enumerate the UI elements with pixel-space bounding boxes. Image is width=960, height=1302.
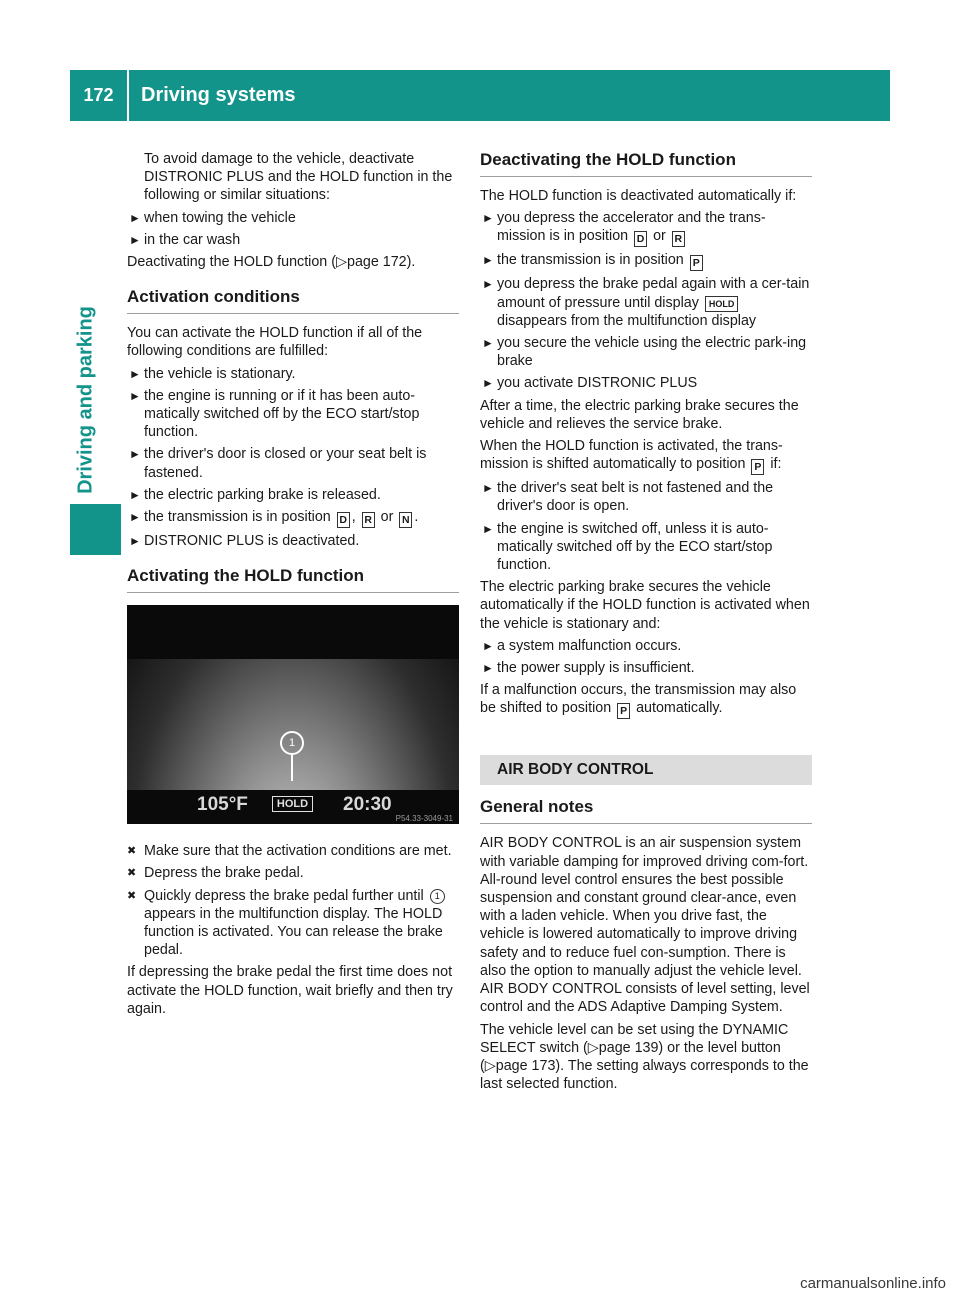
bullet-icon: ►: [129, 510, 141, 525]
bullet-icon: ►: [129, 366, 141, 381]
bullet-icon: ►: [129, 388, 141, 403]
display-time: 20:30: [343, 794, 392, 816]
deactivating-text: The HOLD function is deactivated automatically if:: [480, 188, 797, 204]
gear-d-icon: D: [634, 231, 647, 247]
gear-p-icon: P: [690, 255, 703, 271]
bullet-icon: ►: [482, 211, 494, 226]
section-heading-deactivating: Deactivating the HOLD function: [480, 150, 736, 169]
heading-rule: [480, 823, 812, 824]
list-item: ► DISTRONIC PLUS is deactivated.: [129, 533, 360, 550]
right-column: [480, 150, 812, 1097]
step-arrow-icon: ✖: [127, 889, 137, 902]
paragraph: If a malfunction occurs, the transmission may also be shifted to position P automatically.: [480, 682, 797, 718]
list-item: ► in the car wash: [129, 231, 241, 248]
paragraph[interactable]: The vehicle level can be set using the DYNAMIC SELECT switch (▷page 139) or the level button (▷page 173). The setting always corresponds to the last selected function.: [480, 1021, 809, 1093]
bullet-icon: ►: [129, 447, 141, 462]
gear-r-icon: R: [362, 512, 375, 528]
step-item: ✖ Depress the brake pedal.: [127, 865, 304, 882]
list-item: ► when towing the vehicle: [129, 209, 296, 226]
paragraph: The electric parking brake secures the vehicle automatically if the HOLD function is activated when the vehicle is stationary and:: [480, 579, 810, 632]
cross-reference[interactable]: Deactivating the HOLD function (▷page 172).: [127, 254, 416, 271]
gear-p-icon: P: [617, 703, 630, 719]
section-heading-activation: Activation conditions: [127, 287, 300, 307]
step-item: ✖ Make sure that the activation conditions are met.: [127, 843, 452, 860]
gear-d-icon: D: [337, 512, 350, 528]
bullet-icon: ►: [482, 638, 494, 653]
heading-rule: [127, 313, 459, 314]
intro-text: To avoid damage to the vehicle, deactivate DISTRONIC PLUS and the HOLD function in the following or similar situations:: [144, 151, 453, 204]
callout-leader-line: [291, 755, 293, 781]
bullet-icon: ►: [482, 661, 494, 676]
gear-n-icon: N: [399, 512, 412, 528]
page-title: Driving systems: [141, 84, 296, 106]
display-temperature: 105°F: [197, 794, 248, 816]
left-column: [127, 150, 459, 1022]
figure-code: P54.33-3049-31: [395, 814, 453, 824]
page-ref-arrow-icon: ▷: [587, 1039, 599, 1056]
step-item: ✖ Quickly depress the brake pedal further until 1 appears in the multifunction display. The HOLD function is activated. You can release the brake pedal.: [127, 887, 443, 959]
heading-rule: [127, 592, 459, 593]
list-item: ► the transmission is in position D , R or N .: [129, 509, 419, 527]
bullet-icon: ►: [482, 521, 494, 536]
activation-note: If depressing the brake pedal the first time does not activate the HOLD function, wait briefly and then try again.: [127, 964, 453, 1017]
paragraph: When the HOLD function is activated, the trans-mission is shifted automatically to position P if:: [480, 438, 783, 474]
bullet-icon: ►: [482, 277, 494, 292]
list-item: ► you activate DISTRONIC PLUS: [482, 375, 698, 392]
gear-r-icon: R: [672, 231, 685, 247]
display-top-band: [127, 605, 459, 659]
section-heading-activating: Activating the HOLD function: [127, 566, 365, 586]
list-item: ► the vehicle is stationary.: [129, 365, 296, 382]
list-item: ► the power supply is insufficient.: [482, 660, 695, 677]
list-item: ► you secure the vehicle using the electric park-ing brake: [482, 335, 807, 370]
list-item: ► the driver's door is closed or your seat belt is fastened.: [129, 446, 427, 481]
page-ref-arrow-icon: ▷: [484, 1057, 496, 1074]
hold-indicator-icon: HOLD: [272, 796, 313, 812]
side-tab-label: Driving and parking: [74, 306, 97, 494]
multifunction-display-figure: [127, 605, 459, 824]
step-arrow-icon: ✖: [127, 867, 137, 880]
bullet-icon: ►: [129, 232, 141, 247]
callout-1-icon: 1: [430, 889, 445, 904]
bullet-icon: ►: [482, 376, 494, 391]
list-item: ► the transmission is in position P: [480, 251, 812, 271]
list-item: ► the engine is running or if it has been auto-matically switched off by the ECO start/stop function.: [129, 387, 420, 441]
list-item: ► the engine is switched off, unless it is auto-matically switched off by the ECO start/stop function.: [482, 520, 773, 574]
section-heading-general-notes: General notes: [480, 797, 594, 817]
paragraph: After a time, the electric parking brake secures the vehicle and relieves the service brake.: [480, 397, 799, 432]
list-item: ► you depress the accelerator and the trans-mission is in position D or R: [482, 210, 766, 246]
bullet-icon: ►: [482, 253, 494, 268]
gear-p-icon: P: [751, 459, 764, 475]
heading-rule: [480, 176, 812, 177]
bullet-icon: ►: [129, 534, 141, 549]
header-divider: [127, 70, 129, 121]
bullet-icon: ►: [482, 481, 494, 496]
list-item: ► the electric parking brake is released.: [129, 486, 381, 503]
list-item: ► the driver's seat belt is not fastened and the driver's door is open.: [482, 480, 774, 515]
page-number: 172: [83, 85, 114, 105]
list-item: ► you depress the brake pedal again with a cer-tain amount of pressure until display HOLD disappears from the multifunction display: [482, 276, 810, 329]
section-band-air-body-control: AIR BODY CONTROL: [480, 755, 812, 785]
page-ref-arrow-icon: ▷: [336, 254, 347, 271]
step-arrow-icon: ✖: [127, 845, 137, 858]
figure-callout-1: 1: [280, 731, 304, 755]
hold-indicator-icon: HOLD: [705, 296, 739, 312]
paragraph: AIR BODY CONTROL is an air suspension system with variable damping for improved driving com-fort. All-round level control ensures the best possible suspension and constant ground clear-ance, even with a laden vehicle. When you drive fast, the vehicle is lowered automatically to improve driving safety and to reduce fuel con-sumption. There is also the option to manually adjust the vehicle level. AIR BODY CONTROL consists of level setting, level control and the ADS Adaptive Damping System.: [480, 835, 810, 1016]
bullet-icon: ►: [129, 487, 141, 502]
footer-watermark: carmanualsonline.info: [800, 1275, 946, 1292]
bullet-icon: ►: [129, 210, 141, 225]
activation-text: You can activate the HOLD function if all of the following conditions are fulfilled:: [127, 325, 423, 360]
bullet-icon: ►: [482, 336, 494, 351]
list-item: ► a system malfunction occurs.: [482, 637, 682, 654]
side-tab-marker: [70, 504, 121, 555]
